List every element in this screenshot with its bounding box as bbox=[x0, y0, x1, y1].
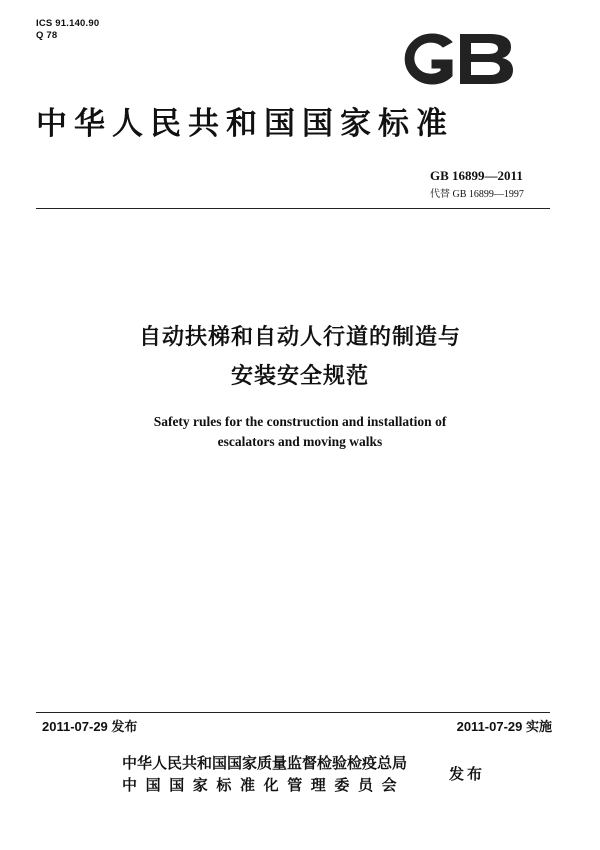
chinese-title-line-2: 安装安全规范 bbox=[230, 364, 369, 389]
issuer-sac: 中国国家标准化管理委员会 bbox=[122, 776, 406, 794]
english-title-line-1: Safety rules for the construction and installation of bbox=[153, 414, 447, 429]
english-title-line-2: escalators and moving walks bbox=[217, 434, 383, 449]
national-standard-heading: 中华人民共和国国家标准 bbox=[36, 106, 454, 142]
issue-date: 2011-07-29 发布 bbox=[42, 719, 138, 734]
gb-logo-letter-b bbox=[460, 34, 513, 84]
ccs-code: Q 78 bbox=[36, 30, 58, 41]
gb-logo bbox=[398, 30, 516, 88]
top-divider bbox=[36, 208, 550, 209]
classification-codes bbox=[36, 18, 99, 42]
chinese-title-line-1: 自动扶梯和自动人行道的制造与 bbox=[138, 325, 461, 350]
issuer-aqsiq: 中华人民共和国国家质量监督检验检疫总局 bbox=[122, 754, 408, 772]
ics-code: ICS 91.140.90 bbox=[36, 18, 100, 29]
issued-by-label: 发布 bbox=[449, 765, 486, 783]
issuing-organizations bbox=[122, 752, 407, 796]
gb-logo-letter-g bbox=[405, 34, 452, 84]
standard-number: GB 16899—2011 bbox=[430, 168, 523, 183]
replaces-standard: 代替 GB 16899—1997 bbox=[430, 189, 524, 200]
standard-number-block bbox=[430, 168, 550, 200]
implementation-date: 2011-07-29 实施 bbox=[456, 719, 552, 734]
bottom-divider bbox=[36, 712, 550, 713]
